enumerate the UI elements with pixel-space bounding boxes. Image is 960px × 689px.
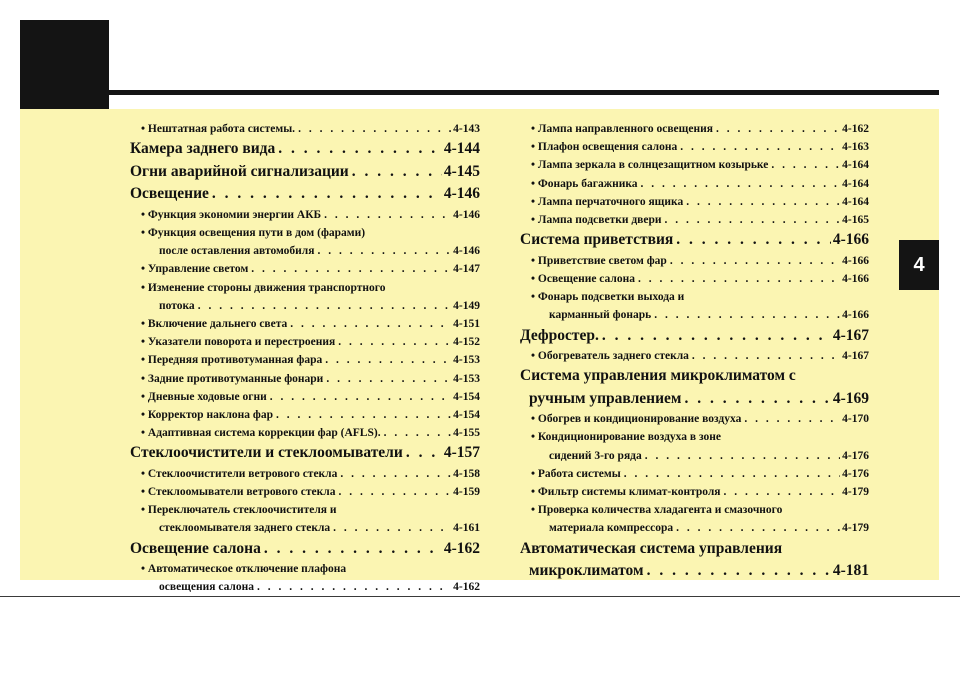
entry-page: 4-166 bbox=[832, 231, 869, 249]
toc-entry[interactable] bbox=[520, 270, 869, 288]
leader-dots bbox=[635, 270, 840, 288]
toc-entry[interactable] bbox=[520, 447, 869, 465]
entry-page: 4-166 bbox=[842, 254, 869, 267]
toc-entry-line: • Автоматическое отключение плафона bbox=[141, 563, 347, 576]
leader-dots bbox=[683, 193, 840, 211]
toc-entry[interactable] bbox=[520, 138, 869, 156]
toc-entry[interactable] bbox=[130, 120, 480, 138]
toc-section[interactable] bbox=[130, 138, 480, 161]
leader-dots bbox=[741, 410, 840, 428]
entry-title: Освещение салона bbox=[130, 539, 261, 557]
entry-page: 4-169 bbox=[832, 389, 869, 407]
toc-section[interactable] bbox=[520, 229, 869, 252]
entry-page: 4-164 bbox=[842, 159, 869, 172]
entry-title: освещения салона bbox=[159, 581, 255, 594]
toc-entry-line: • Проверка количества хладагента и смазочного bbox=[531, 504, 783, 517]
leader-dots bbox=[621, 465, 840, 483]
leader-dots bbox=[295, 120, 451, 138]
leader-dots bbox=[651, 306, 840, 324]
entry-title: ручным управлением bbox=[529, 389, 682, 407]
entry-title: • Лампа направленного освещения bbox=[531, 123, 713, 135]
leader-dots bbox=[248, 260, 451, 278]
toc-entry[interactable] bbox=[520, 347, 869, 365]
entry-page: 4-144 bbox=[443, 140, 480, 158]
toc-column-left bbox=[130, 120, 480, 597]
leader-dots bbox=[337, 465, 451, 483]
toc-entry[interactable] bbox=[130, 483, 480, 501]
entry-title: • Указатели поворота и перестроения bbox=[141, 336, 336, 349]
entry-title: материала компрессора bbox=[549, 522, 674, 535]
entry-title: • Приветствие светом фар bbox=[531, 254, 667, 267]
entry-title: • Управление светом bbox=[141, 263, 249, 276]
entry-page: 4-162 bbox=[842, 123, 869, 135]
entry-page: 4-179 bbox=[842, 522, 869, 535]
entry-title: стеклоомывателя заднего стекла bbox=[159, 522, 331, 535]
entry-page: 4-176 bbox=[842, 467, 869, 480]
entry-page: 4-143 bbox=[453, 123, 480, 135]
entry-page: 4-163 bbox=[842, 141, 869, 154]
entry-title: потока bbox=[159, 299, 195, 312]
toc-section[interactable] bbox=[520, 388, 869, 411]
leader-dots bbox=[287, 315, 451, 333]
leader-dots bbox=[721, 483, 841, 501]
toc-entry[interactable] bbox=[130, 351, 480, 369]
toc-section[interactable] bbox=[130, 183, 480, 206]
leader-dots bbox=[673, 519, 840, 537]
entry-title: • Обогреватель заднего стекла bbox=[531, 350, 689, 363]
entry-page: 4-146 bbox=[453, 208, 480, 221]
entry-title: сидений 3-го ряда bbox=[549, 449, 642, 462]
toc-entry[interactable] bbox=[130, 333, 480, 351]
entry-title: • Обогрев и кондиционирование воздуха bbox=[531, 413, 742, 426]
entry-page: 4-167 bbox=[842, 350, 869, 363]
entry-title: микроклиматом bbox=[529, 562, 644, 580]
toc-entry-line: • Изменение стороны движения транспортного bbox=[141, 281, 386, 294]
leader-dots bbox=[273, 406, 451, 424]
toc-entry-line: • Кондиционирование воздуха в зоне bbox=[531, 431, 721, 444]
toc-entry[interactable] bbox=[130, 370, 480, 388]
entry-page: 4-162 bbox=[443, 539, 480, 557]
chapter-tab[interactable]: 4 bbox=[899, 240, 939, 290]
toc-entry[interactable] bbox=[520, 252, 869, 270]
leader-dots bbox=[254, 578, 451, 596]
leader-dots bbox=[677, 138, 840, 156]
entry-title: • Лампа подсветки двери bbox=[531, 214, 662, 227]
leader-dots bbox=[321, 206, 451, 224]
entry-page: 4-153 bbox=[453, 372, 480, 385]
leader-dots bbox=[662, 211, 841, 229]
toc-section[interactable] bbox=[130, 538, 480, 561]
entry-page: 4-152 bbox=[453, 336, 480, 349]
toc-section[interactable] bbox=[520, 325, 869, 348]
entry-page: 4-176 bbox=[842, 449, 869, 462]
leader-dots bbox=[681, 388, 830, 411]
entry-page: 4-161 bbox=[453, 522, 480, 535]
entry-title: • Плафон освещения салона bbox=[531, 141, 678, 154]
entry-title: после оставления автомобиля bbox=[159, 245, 315, 258]
entry-page: 4-149 bbox=[453, 299, 480, 312]
entry-title: • Нештатная работа системы. bbox=[141, 123, 296, 135]
entry-title: • Дневные ходовые огни bbox=[141, 390, 267, 403]
leader-dots bbox=[403, 442, 442, 465]
leader-dots bbox=[768, 156, 840, 174]
toc-entry[interactable] bbox=[130, 406, 480, 424]
leader-dots bbox=[314, 242, 451, 260]
toc-entry[interactable] bbox=[130, 242, 480, 260]
entry-page: 4-165 bbox=[842, 214, 869, 227]
toc-section-line: Автоматическая система управления bbox=[520, 539, 783, 557]
leader-dots bbox=[322, 351, 451, 369]
toc-section[interactable] bbox=[130, 161, 480, 184]
toc-entry[interactable] bbox=[520, 156, 869, 174]
entry-page: 4-159 bbox=[453, 486, 480, 499]
entry-title: Система приветствия bbox=[520, 231, 674, 249]
toc-entry[interactable] bbox=[520, 175, 869, 193]
entry-title: • Адаптивная система коррекции фар (AFLS). bbox=[141, 427, 381, 440]
toc-entry[interactable] bbox=[130, 315, 480, 333]
leader-dots bbox=[195, 297, 451, 315]
toc-entry[interactable] bbox=[520, 193, 869, 211]
entry-page: 4-155 bbox=[453, 427, 480, 440]
entry-page: 4-162 bbox=[453, 581, 480, 594]
corner-block bbox=[20, 20, 109, 109]
leader-dots bbox=[689, 347, 840, 365]
entry-title: • Лампа перчаточного ящика bbox=[531, 195, 684, 208]
leader-dots bbox=[323, 370, 451, 388]
toc-entry[interactable] bbox=[130, 424, 480, 442]
toc-entry[interactable] bbox=[520, 465, 869, 483]
leader-dots bbox=[599, 325, 831, 348]
leader-dots bbox=[713, 120, 840, 138]
leader-dots bbox=[209, 183, 442, 206]
leader-dots bbox=[349, 161, 442, 184]
leader-dots bbox=[667, 252, 840, 270]
toc-section-line: Система управления микроклиматом с bbox=[520, 367, 796, 385]
entry-title: • Фильтр системы климат-контроля bbox=[531, 486, 721, 499]
entry-title: • Задние противотуманные фонари bbox=[141, 372, 324, 385]
entry-title: • Корректор наклона фар bbox=[141, 408, 274, 421]
toc-section[interactable] bbox=[130, 442, 480, 465]
toc-entry[interactable] bbox=[130, 388, 480, 406]
toc-entry-line: • Фонарь подсветки выхода и bbox=[531, 291, 685, 304]
entry-page: 4-147 bbox=[453, 263, 480, 276]
entry-title: • Передняя противотуманная фара bbox=[141, 354, 323, 367]
entry-page: 4-179 bbox=[842, 486, 869, 499]
entry-page: 4-164 bbox=[842, 177, 869, 190]
toc-entry-line: • Переключатель стеклоочистителя и bbox=[141, 504, 337, 517]
entry-title: • Освещение салона bbox=[531, 272, 635, 285]
toc-entry[interactable] bbox=[520, 306, 869, 324]
entry-title: • Лампа зеркала в солнцезащитном козырьке bbox=[531, 159, 769, 172]
entry-title: • Функция экономии энергии АКБ bbox=[141, 208, 322, 221]
entry-title: • Стеклоомыватели ветрового стекла bbox=[141, 486, 336, 499]
entry-page: 4-166 bbox=[842, 309, 869, 322]
entry-page: 4-146 bbox=[453, 245, 480, 258]
toc-entry[interactable] bbox=[520, 410, 869, 428]
entry-page: 4-154 bbox=[453, 408, 480, 421]
leader-dots bbox=[381, 424, 452, 442]
entry-title: Дефростер. bbox=[520, 326, 599, 344]
entry-title: Стеклоочистители и стеклоомыватели bbox=[130, 444, 403, 462]
toc-column-right bbox=[520, 120, 869, 583]
leader-dots bbox=[335, 483, 451, 501]
entry-title: • Стеклоочистители ветрового стекла bbox=[141, 467, 338, 480]
entry-page: 4-167 bbox=[832, 326, 869, 344]
toc-entry[interactable] bbox=[520, 211, 869, 229]
entry-page: 4-181 bbox=[832, 562, 869, 580]
toc-section[interactable] bbox=[520, 560, 869, 583]
entry-page: 4-151 bbox=[453, 317, 480, 330]
entry-title: Огни аварийной сигнализации bbox=[130, 162, 349, 180]
entry-title: карманный фонарь bbox=[549, 309, 652, 322]
entry-page: 4-170 bbox=[842, 413, 869, 426]
toc-entry[interactable] bbox=[130, 297, 480, 315]
leader-dots bbox=[330, 519, 451, 537]
entry-page: 4-164 bbox=[842, 195, 869, 208]
leader-dots bbox=[638, 175, 841, 193]
entry-page: 4-146 bbox=[443, 185, 480, 203]
toc-entry[interactable] bbox=[130, 260, 480, 278]
entry-page: 4-145 bbox=[443, 162, 480, 180]
entry-page: 4-154 bbox=[453, 390, 480, 403]
toc-entry[interactable] bbox=[520, 483, 869, 501]
toc-entry[interactable] bbox=[520, 120, 869, 138]
entry-title: Освещение bbox=[130, 185, 209, 203]
entry-title: • Фонарь багажника bbox=[531, 177, 638, 190]
entry-title: • Работа системы bbox=[531, 467, 621, 480]
toc-entry[interactable] bbox=[130, 519, 480, 537]
leader-dots bbox=[335, 333, 451, 351]
leader-dots bbox=[275, 138, 442, 161]
leader-dots bbox=[642, 447, 840, 465]
entry-page: 4-166 bbox=[842, 272, 869, 285]
toc-entry[interactable] bbox=[130, 465, 480, 483]
leader-dots bbox=[644, 560, 831, 583]
leader-dots bbox=[673, 229, 831, 252]
entry-page: 4-158 bbox=[453, 467, 480, 480]
toc-entry[interactable] bbox=[520, 519, 869, 537]
toc-entry-line: • Функция освещения пути в дом (фарами) bbox=[141, 226, 366, 239]
toc-entry[interactable] bbox=[130, 206, 480, 224]
top-rule bbox=[109, 90, 939, 95]
entry-title: Камера заднего вида bbox=[130, 140, 276, 158]
entry-title: • Включение дальнего света bbox=[141, 317, 288, 330]
entry-page: 4-153 bbox=[453, 354, 480, 367]
entry-page: 4-157 bbox=[443, 444, 480, 462]
toc-entry[interactable] bbox=[130, 578, 480, 596]
leader-dots bbox=[267, 388, 451, 406]
leader-dots bbox=[261, 538, 442, 561]
